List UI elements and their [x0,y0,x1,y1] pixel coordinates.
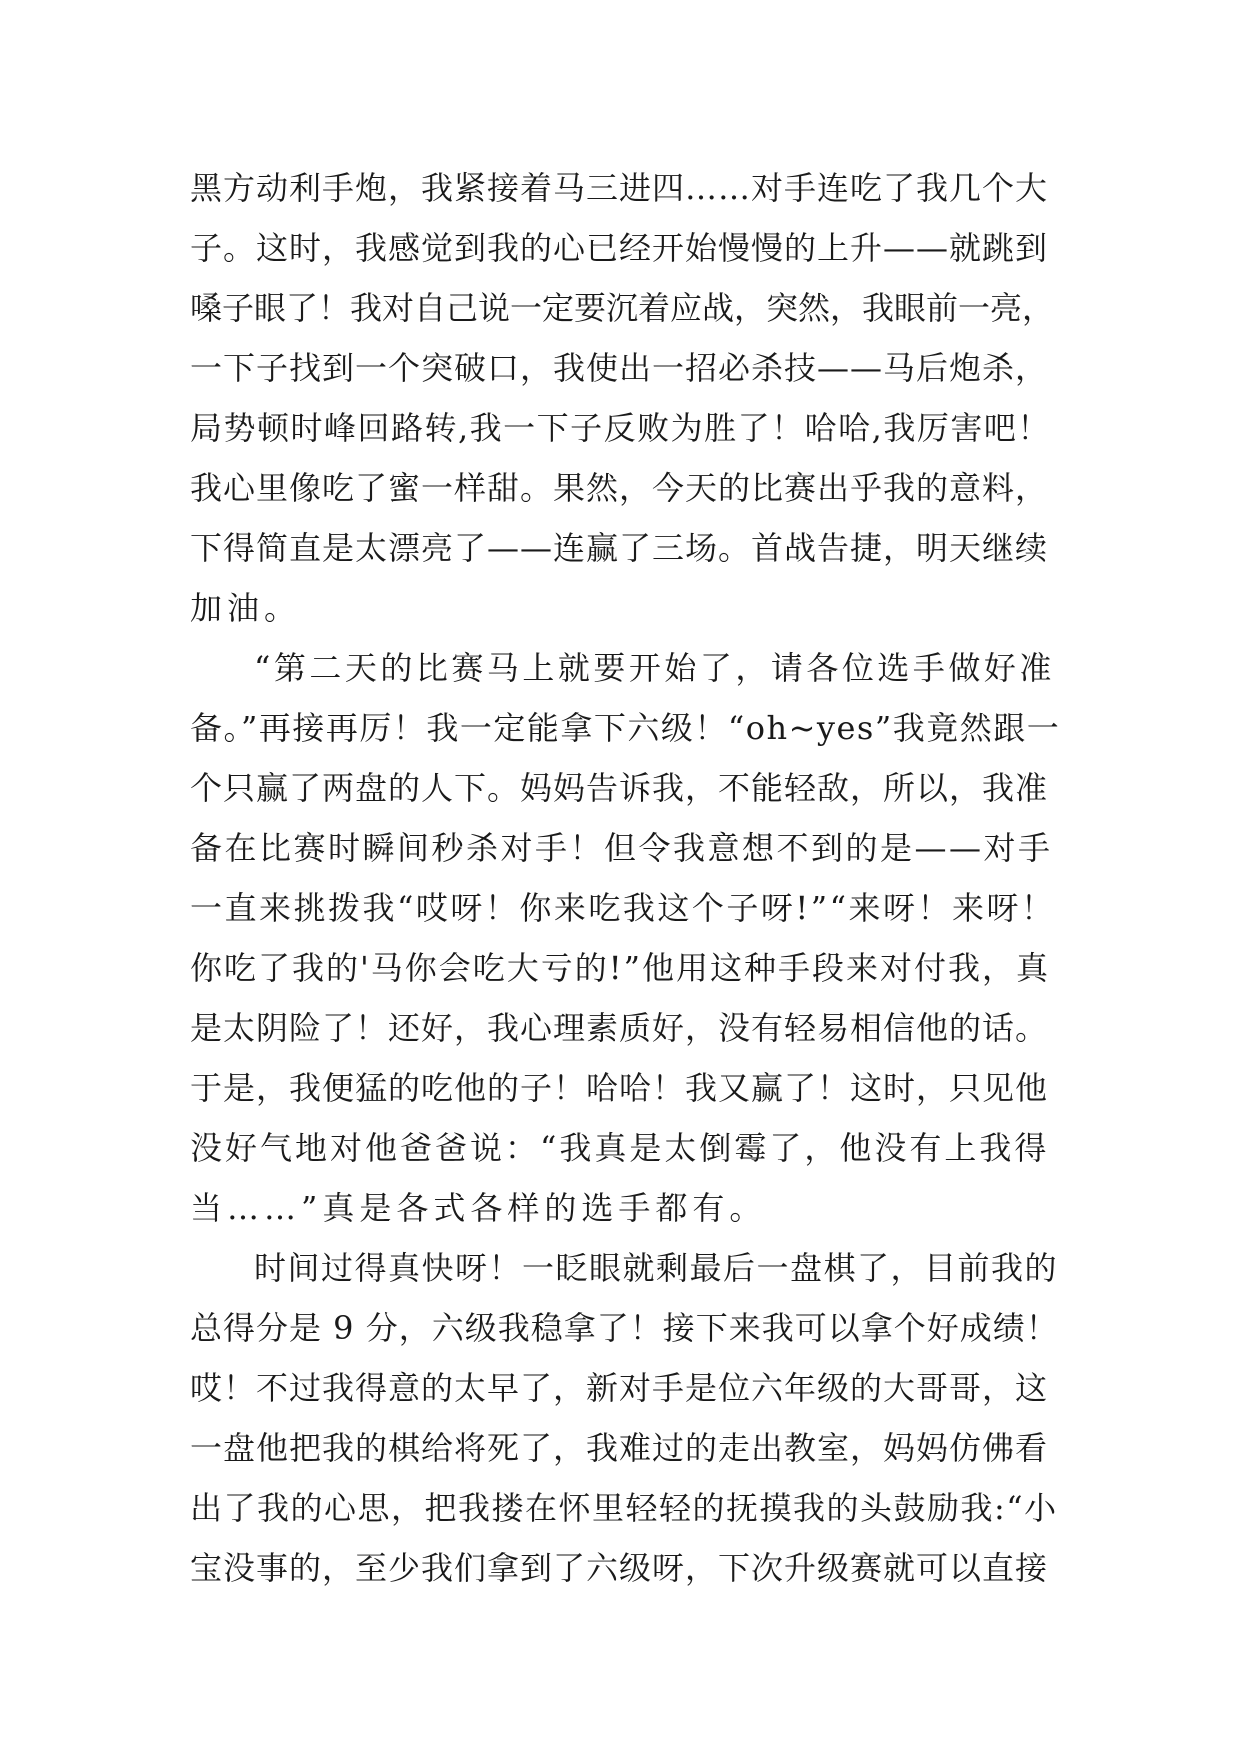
text-line: 时间过得真快呀！一眨眼就剩最后一盘棋了，目前我的 [254,1249,1059,1287]
text-line: 个只赢了两盘的人下。妈妈告诉我，不能轻敌，所以，我准 [190,769,1049,807]
text-line: 嗓子眼了！我对自己说一定要沉着应战，突然，我眼前一亮， [190,289,1055,327]
text-line: 子。这时，我感觉到我的心已经开始慢慢的上升——就跳到 [190,229,1049,267]
text-line: 没好气地对他爸爸说：“我真是太倒霉了，他没有上我得 [190,1129,1050,1167]
text-line: 黑方动利手炮，我紧接着马三进四……对手连吃了我几个大 [190,169,1049,207]
text-line: 加油。 [190,589,302,627]
text-line: 出了我的心思，把我搂在怀里轻轻的抚摸我的头鼓励我:“小 [190,1489,1058,1527]
text-line: 下得简直是太漂亮了——连赢了三场。首战告捷，明天继续 [190,529,1049,567]
text-line: 于是，我便猛的吃他的子！哈哈！我又赢了！这时，只见他 [190,1069,1049,1107]
text-line: “第二天的比赛马上就要开始了，请各位选手做好准 [254,649,1055,687]
text-line: 备在比赛时瞬间秒杀对手！但令我意想不到的是——对手 [190,829,1053,867]
text-line: 一下子找到一个突破口，我使出一招必杀技——马后炮杀， [190,349,1049,387]
text-line: 我心里像吃了蜜一样甜。果然，今天的比赛出乎我的意料， [190,469,1049,507]
text-line: 局势顿时峰回路转,我一下子反败为胜了！哈哈,我厉害吧！ [190,409,1051,447]
text-line: 总得分是 9 分，六级我稳拿了！接下来我可以拿个好成绩！ [190,1309,1059,1347]
text-line: 一直来挑拨我“哎呀！你来吃我这个子呀!”“来呀！来呀！ [190,889,1056,927]
text-line: 哎！不过我得意的太早了，新对手是位六年级的大哥哥，这 [190,1369,1049,1407]
text-line: 你吃了我的'马你会吃大亏的!”他用这种手段来对付我，真 [190,949,1051,987]
text-line: 宝没事的，至少我们拿到了六级呀，下次升级赛就可以直接 [190,1549,1049,1587]
text-line: 备。”再接再厉！我一定能拿下六级！“oh~yes”我竟然跟一 [190,709,1061,747]
body-text [190,158,1060,1598]
text-line: 是太阴险了！还好，我心理素质好，没有轻易相信他的话。 [190,1009,1049,1047]
text-line: 当……”真是各式各样的选手都有。 [190,1189,767,1227]
text-line: 一盘他把我的棋给将死了，我难过的走出教室，妈妈仿佛看 [190,1429,1049,1467]
